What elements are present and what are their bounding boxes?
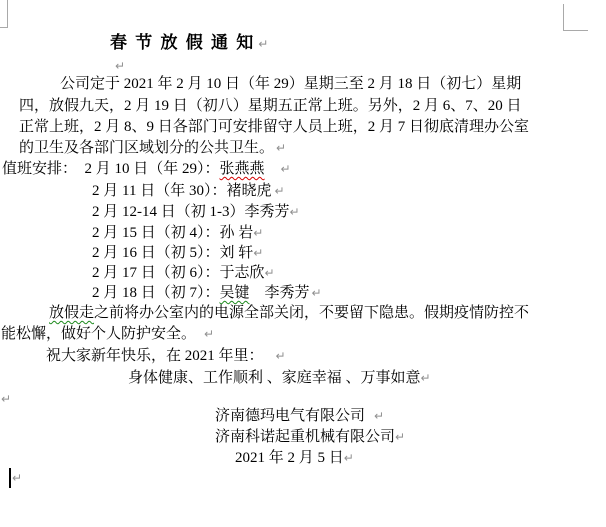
paragraph-mark: ↵ xyxy=(1,392,12,406)
para2-line2[interactable] xyxy=(1,324,214,344)
para1-line4[interactable] xyxy=(19,138,286,158)
duty-6-date: 2 月 17 日（初 6）： xyxy=(92,265,220,281)
para3-line[interactable] xyxy=(46,346,286,366)
para1-line2-text: 四，放假九天，2 月 19 日（初八）星期五正常上班。另外，2 月 6、7、20 日 xyxy=(19,98,522,114)
paragraph-mark: ↵ xyxy=(280,162,291,176)
empty-paragraph-2[interactable] xyxy=(1,389,11,409)
signature-company1: 济南德玛电气有限公司 xyxy=(215,408,366,424)
duty-1-date: 2 月 10 日（年 29）： xyxy=(84,161,220,177)
crop-mark-top-left-horizontal xyxy=(0,27,8,28)
para2-line2-text: 能松懈，做好个人防护安全。 xyxy=(1,326,197,342)
para1-line1-text: 公司定于 2021 年 2 月 10 日（年 29）星期三至 2 月 18 日（初七）星期 xyxy=(60,76,522,92)
duty-6-name: 于志欣 xyxy=(219,265,265,281)
paragraph-mark: ↵ xyxy=(311,286,322,300)
paragraph-mark: ↵ xyxy=(374,409,385,423)
duty-line-2[interactable] xyxy=(92,181,285,201)
paragraph-mark: ↵ xyxy=(253,246,264,260)
para1-line2[interactable] xyxy=(19,96,522,116)
paragraph-mark: ↵ xyxy=(274,184,285,198)
para1-line4-text: 的卫生及各部门区域划分的公共卫生。 xyxy=(19,140,275,156)
paragraph-mark: ↵ xyxy=(275,349,286,363)
crop-mark-top-right-horizontal xyxy=(563,30,588,31)
duty-line-4[interactable] xyxy=(92,223,263,243)
duty-2-name: 褚晓虎 xyxy=(226,183,272,199)
duty-label: 值班安排： xyxy=(2,161,85,177)
paragraph-mark: ↵ xyxy=(204,327,215,341)
paragraph-mark: ↵ xyxy=(276,141,287,155)
paragraph-mark: ↵ xyxy=(12,471,23,485)
duty-1-name-misspelled: 张燕燕 xyxy=(219,161,265,177)
para1-line3[interactable] xyxy=(19,117,529,137)
crop-mark-top-left-vertical xyxy=(7,0,8,27)
paragraph-mark: ↵ xyxy=(258,37,269,51)
duty-2-date: 2 月 11 日（年 30）： xyxy=(92,183,227,199)
paragraph-mark: ↵ xyxy=(343,451,354,465)
doc-title: 春 节 放 假 通 知 xyxy=(110,33,256,52)
duty-line-7[interactable] xyxy=(92,283,322,303)
duty-line-3[interactable] xyxy=(92,202,300,222)
para2-flagged-word: 放假走 xyxy=(49,305,95,321)
duty-7-date: 2 月 18 日（初 7）： xyxy=(92,285,220,301)
signature-date-line[interactable] xyxy=(235,448,354,468)
para4-text: 身体健康、工作顺利 、家庭幸福 、万事如意 xyxy=(128,370,421,386)
para1-line1[interactable] xyxy=(60,74,521,94)
paragraph-mark: ↵ xyxy=(395,430,406,444)
duty-7-name2: 李秀芳 xyxy=(249,285,310,301)
paragraph-mark: ↵ xyxy=(420,371,431,385)
duty-3-date: 2 月 12-14 日（初 1-3） xyxy=(92,204,245,220)
paragraph-mark: ↵ xyxy=(253,226,264,240)
duty-line-5[interactable] xyxy=(92,243,263,263)
para2-line1-text: 之前将办公室内的电源全部关闭，不要留下隐患。假期疫情防控不 xyxy=(94,305,530,321)
duty-7-name-flagged: 吴键 xyxy=(219,285,250,301)
paragraph-mark: ↵ xyxy=(115,59,126,73)
duty-line-6[interactable] xyxy=(92,263,275,283)
duty-5-name: 刘 轩 xyxy=(219,245,254,261)
signature-company1-line[interactable] xyxy=(215,406,384,426)
para3-text: 祝大家新年快乐，在 2021 年里： xyxy=(46,348,264,364)
para2-line1[interactable] xyxy=(49,303,529,323)
duty-4-date: 2 月 15 日（初 4）： xyxy=(92,225,220,241)
signature-company2-line[interactable] xyxy=(215,427,405,447)
doc-title-line[interactable] xyxy=(110,33,268,54)
para1-line3-text: 正常上班，2 月 8、9 日各部门可安排留守人员上班，2 月 7 日彻底清理办公室 xyxy=(19,119,530,135)
empty-paragraph-3[interactable] xyxy=(12,468,22,488)
duty-line-1[interactable] xyxy=(2,159,291,179)
para4-line[interactable] xyxy=(128,368,431,388)
signature-date: 2021 年 2 月 5 日 xyxy=(235,450,344,466)
empty-paragraph-1[interactable] xyxy=(115,56,125,76)
text-cursor-caret xyxy=(9,468,11,488)
crop-mark-top-right-vertical xyxy=(563,4,564,31)
paragraph-mark: ↵ xyxy=(289,205,300,219)
duty-5-date: 2 月 16 日（初 5）： xyxy=(92,245,220,261)
paragraph-mark: ↵ xyxy=(264,266,275,280)
duty-4-name: 孙 岩 xyxy=(219,225,254,241)
signature-company2: 济南科诺起重机械有限公司 xyxy=(215,429,396,445)
duty-3-name: 李秀芳 xyxy=(244,204,290,220)
